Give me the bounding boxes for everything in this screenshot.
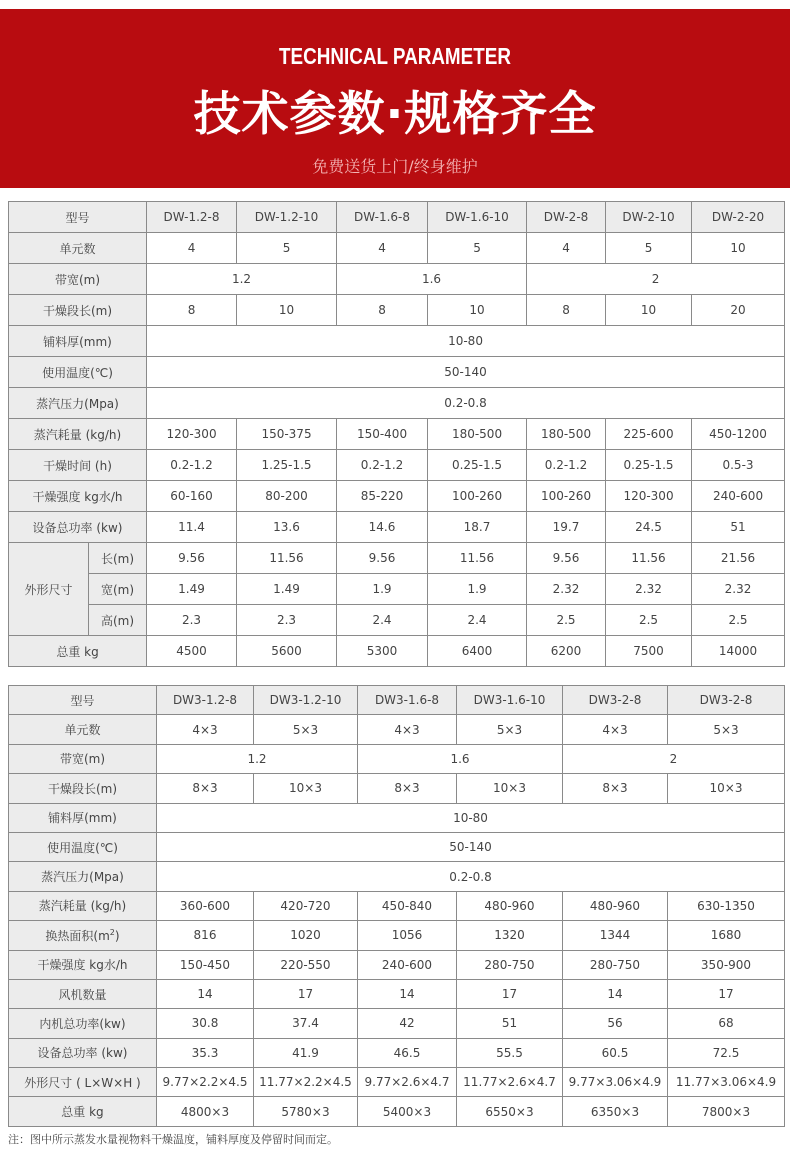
table-row-intensity	[9, 950, 785, 979]
table-cell: 14	[358, 979, 457, 1008]
table-cell: 68	[668, 1009, 785, 1038]
table-cell: 1.9	[428, 574, 527, 605]
table-cell: 9.77×2.2×4.5	[157, 1068, 254, 1097]
table-cell: 4×3	[563, 715, 668, 744]
table-cell: 7800×3	[668, 1097, 785, 1126]
row-label: 外形尺寸 ( L×W×H )	[9, 1068, 157, 1097]
table-row-dry-length	[9, 295, 785, 326]
table-cell: 51	[692, 512, 785, 543]
table-row-dry-length	[9, 774, 785, 803]
table-cell: 10×3	[668, 774, 785, 803]
table-cell: 4	[337, 233, 428, 264]
table-cell: 1.25-1.5	[237, 450, 337, 481]
model-cell: DW3-1.2-8	[157, 686, 254, 715]
table-cell: 2.3	[147, 605, 237, 636]
row-label: 型号	[9, 686, 157, 715]
table-row-width	[9, 574, 785, 605]
table-cell: 5600	[237, 636, 337, 667]
table-cell: 24.5	[606, 512, 692, 543]
table-cell: 9.77×2.6×4.7	[358, 1068, 457, 1097]
table-row-thickness	[9, 803, 785, 832]
table-cell: 816	[157, 921, 254, 950]
model-cell: DW-1.2-10	[237, 202, 337, 233]
model-cell: DW-1.6-10	[428, 202, 527, 233]
table-row-steam-pressure	[9, 862, 785, 891]
table-cell: 1680	[668, 921, 785, 950]
table-cell: 11.77×2.2×4.5	[254, 1068, 358, 1097]
table-cell: 9.56	[147, 543, 237, 574]
table-row-length	[9, 543, 785, 574]
row-label: 使用温度(℃)	[9, 832, 157, 861]
table-cell: 72.5	[668, 1038, 785, 1067]
table-cell: 60-160	[147, 481, 237, 512]
table-row-temp	[9, 357, 785, 388]
table-cell: 55.5	[457, 1038, 563, 1067]
table-cell: 7500	[606, 636, 692, 667]
table-cell: 1.6	[358, 744, 563, 773]
table-row-total-power	[9, 512, 785, 543]
table-cell: 5300	[337, 636, 428, 667]
table-cell: 10	[428, 295, 527, 326]
table-cell: 5	[237, 233, 337, 264]
table-cell: 60.5	[563, 1038, 668, 1067]
table-cell: 85-220	[337, 481, 428, 512]
table-cell: 350-900	[668, 950, 785, 979]
row-label: 干燥段长(m)	[9, 295, 147, 326]
table-cell: 35.3	[157, 1038, 254, 1067]
table-cell: 450-1200	[692, 419, 785, 450]
table-cell: 4×3	[358, 715, 457, 744]
row-sublabel: 长(m)	[89, 543, 147, 574]
table-cell: 480-960	[563, 891, 668, 920]
table-cell: 17	[457, 979, 563, 1008]
row-label: 总重 kg	[9, 1097, 157, 1126]
table-cell: 8	[337, 295, 428, 326]
table-cell: 9.77×3.06×4.9	[563, 1068, 668, 1097]
footnote: 注：图中所示蒸发水量视物料干燥温度，铺料厚度及停留时间而定。	[8, 1133, 338, 1146]
table-cell: 4500	[147, 636, 237, 667]
row-sublabel: 宽(m)	[89, 574, 147, 605]
row-label: 风机数量	[9, 979, 157, 1008]
superscript-two: 2	[109, 927, 115, 937]
table-row-steam-consumption	[9, 891, 785, 920]
table-cell: 11.4	[147, 512, 237, 543]
table-cell: 360-600	[157, 891, 254, 920]
table-row-belt-width	[9, 264, 785, 295]
row-label: 蒸汽耗量 (kg/h)	[9, 891, 157, 920]
table-row-dry-time	[9, 450, 785, 481]
table-cell: 14	[157, 979, 254, 1008]
table-row-units	[9, 715, 785, 744]
table-cell: 5	[428, 233, 527, 264]
table-cell: 5×3	[457, 715, 563, 744]
table-row-heat-area	[9, 921, 785, 950]
table-cell: 4	[147, 233, 237, 264]
table-cell: 150-375	[237, 419, 337, 450]
table-cell: 19.7	[527, 512, 606, 543]
table-cell: 20	[692, 295, 785, 326]
table-row-total-power	[9, 1038, 785, 1067]
table-cell: 280-750	[457, 950, 563, 979]
table-cell: 220-550	[254, 950, 358, 979]
row-sublabel: 高(m)	[89, 605, 147, 636]
table-cell: 2.4	[337, 605, 428, 636]
table-cell: 1.2	[157, 744, 358, 773]
table-cell: 5780×3	[254, 1097, 358, 1126]
table-cell: 2	[563, 744, 785, 773]
table-cell: 18.7	[428, 512, 527, 543]
row-label: 蒸汽耗量 (kg/h)	[9, 419, 147, 450]
table-row-steam-pressure	[9, 388, 785, 419]
table-row-units	[9, 233, 785, 264]
table-cell: 5×3	[668, 715, 785, 744]
banner-chinese-title: 技术参数·规格齐全	[193, 87, 597, 142]
table-row-model	[9, 202, 785, 233]
model-cell: DW-2-8	[527, 202, 606, 233]
table-cell: 1.9	[337, 574, 428, 605]
row-label: 设备总功率 (kw)	[9, 1038, 157, 1067]
table-cell: 630-1350	[668, 891, 785, 920]
table-cell: 1.2	[147, 264, 337, 295]
table-cell: 6200	[527, 636, 606, 667]
table-cell: 150-450	[157, 950, 254, 979]
model-cell: DW3-2-8	[563, 686, 668, 715]
table-cell: 1.6	[337, 264, 527, 295]
row-label: 使用温度(℃)	[9, 357, 147, 388]
table-cell: 11.56	[606, 543, 692, 574]
table-cell: 180-500	[527, 419, 606, 450]
table-cell: 50-140	[157, 832, 785, 861]
table-cell: 13.6	[237, 512, 337, 543]
table-row-internal-power	[9, 1009, 785, 1038]
model-cell: DW3-2-8	[668, 686, 785, 715]
row-label-dimensions: 外形尺寸	[9, 543, 89, 636]
table-cell: 30.8	[157, 1009, 254, 1038]
row-label: 带宽(m)	[9, 264, 147, 295]
row-label: 蒸汽压力(Mpa)	[9, 862, 157, 891]
table-cell: 14.6	[337, 512, 428, 543]
table-row-dimensions	[9, 1068, 785, 1097]
row-label: 干燥时间 (h)	[9, 450, 147, 481]
table-cell: 280-750	[563, 950, 668, 979]
table-cell: 0.2-0.8	[147, 388, 785, 419]
table-cell: 6350×3	[563, 1097, 668, 1126]
row-label: 设备总功率 (kw)	[9, 512, 147, 543]
table-cell: 10-80	[147, 326, 785, 357]
table-cell: 4800×3	[157, 1097, 254, 1126]
table-cell: 5	[606, 233, 692, 264]
table-cell: 2.32	[527, 574, 606, 605]
table-cell: 2	[527, 264, 785, 295]
table-cell: 5400×3	[358, 1097, 457, 1126]
table-cell: 37.4	[254, 1009, 358, 1038]
table-row-weight	[9, 636, 785, 667]
table-cell: 6400	[428, 636, 527, 667]
row-label: 总重 kg	[9, 636, 147, 667]
table-row-height	[9, 605, 785, 636]
table-cell: 0.2-1.2	[527, 450, 606, 481]
table-cell: 10×3	[457, 774, 563, 803]
table-cell: 1.49	[147, 574, 237, 605]
table-cell: 41.9	[254, 1038, 358, 1067]
table-cell: 8×3	[157, 774, 254, 803]
table-cell: 2.5	[527, 605, 606, 636]
table-cell: 100-260	[527, 481, 606, 512]
parameter-table-dw	[8, 201, 785, 667]
table-cell: 1.49	[237, 574, 337, 605]
row-label: 干燥段长(m)	[9, 774, 157, 803]
row-label: 带宽(m)	[9, 744, 157, 773]
table-cell: 2.32	[692, 574, 785, 605]
table-cell: 11.56	[237, 543, 337, 574]
row-label: 型号	[9, 202, 147, 233]
table-cell: 150-400	[337, 419, 428, 450]
table-cell: 5×3	[254, 715, 358, 744]
table-cell: 11.77×2.6×4.7	[457, 1068, 563, 1097]
table-row-thickness	[9, 326, 785, 357]
table-cell: 2.5	[606, 605, 692, 636]
heat-area-label-close: )	[114, 928, 120, 943]
table-row-fans	[9, 979, 785, 1008]
table-cell: 9.56	[337, 543, 428, 574]
table-cell: 21.56	[692, 543, 785, 574]
table-cell: 4	[527, 233, 606, 264]
table-cell: 240-600	[358, 950, 457, 979]
row-label: 干燥强度 kg水/h	[9, 950, 157, 979]
table-cell: 80-200	[237, 481, 337, 512]
row-label: 铺料厚(mm)	[9, 803, 157, 832]
table-cell: 10	[692, 233, 785, 264]
table-cell: 225-600	[606, 419, 692, 450]
table-cell: 0.5-3	[692, 450, 785, 481]
table-cell: 8	[147, 295, 237, 326]
table-cell: 51	[457, 1009, 563, 1038]
table-cell: 2.5	[692, 605, 785, 636]
table-cell: 42	[358, 1009, 457, 1038]
parameter-table-dw3	[8, 685, 785, 1127]
banner-subtitle: 免费送货上门/终身维护	[312, 157, 478, 176]
table-row-steam-consumption	[9, 419, 785, 450]
table-cell: 1344	[563, 921, 668, 950]
table-cell: 2.4	[428, 605, 527, 636]
table-row-model	[9, 686, 785, 715]
model-cell: DW3-1.6-8	[358, 686, 457, 715]
table-cell: 120-300	[147, 419, 237, 450]
heat-area-label: 换热面积(m	[45, 928, 110, 943]
table-cell: 8	[527, 295, 606, 326]
model-cell: DW-1.2-8	[147, 202, 237, 233]
table-cell: 8×3	[358, 774, 457, 803]
table-cell: 9.56	[527, 543, 606, 574]
row-label: 内机总功率(kw)	[9, 1009, 157, 1038]
table-cell: 0.2-0.8	[157, 862, 785, 891]
table-row-weight	[9, 1097, 785, 1126]
table-cell: 1056	[358, 921, 457, 950]
row-label: 蒸汽压力(Mpa)	[9, 388, 147, 419]
model-cell: DW-2-10	[606, 202, 692, 233]
table-row-belt-width	[9, 744, 785, 773]
row-label: 单元数	[9, 715, 157, 744]
table-cell: 6550×3	[457, 1097, 563, 1126]
table-cell: 4×3	[157, 715, 254, 744]
header-banner	[0, 9, 790, 188]
table-cell: 120-300	[606, 481, 692, 512]
table-cell: 8×3	[563, 774, 668, 803]
table-cell: 10-80	[157, 803, 785, 832]
table-row-intensity	[9, 481, 785, 512]
table-cell: 17	[254, 979, 358, 1008]
table-cell: 10	[606, 295, 692, 326]
table-cell: 1320	[457, 921, 563, 950]
table-cell: 0.2-1.2	[147, 450, 237, 481]
table-cell: 11.56	[428, 543, 527, 574]
model-cell: DW3-1.6-10	[457, 686, 563, 715]
table-cell: 100-260	[428, 481, 527, 512]
table-cell: 10×3	[254, 774, 358, 803]
model-cell: DW-2-20	[692, 202, 785, 233]
banner-english-title: TECHNICAL PARAMETER	[279, 43, 511, 69]
table-cell: 420-720	[254, 891, 358, 920]
table-row-temp	[9, 832, 785, 861]
table-cell: 0.25-1.5	[428, 450, 527, 481]
row-label: 铺料厚(mm)	[9, 326, 147, 357]
table-cell: 0.25-1.5	[606, 450, 692, 481]
model-cell: DW3-1.2-10	[254, 686, 358, 715]
table-cell: 56	[563, 1009, 668, 1038]
table-cell: 1020	[254, 921, 358, 950]
table-cell: 2.3	[237, 605, 337, 636]
table-cell: 240-600	[692, 481, 785, 512]
table-cell: 14000	[692, 636, 785, 667]
table-cell: 11.77×3.06×4.9	[668, 1068, 785, 1097]
table-cell: 2.32	[606, 574, 692, 605]
row-label: 单元数	[9, 233, 147, 264]
row-label	[9, 921, 157, 950]
row-label: 干燥强度 kg水/h	[9, 481, 147, 512]
table-cell: 450-840	[358, 891, 457, 920]
table-cell: 10	[237, 295, 337, 326]
table-cell: 50-140	[147, 357, 785, 388]
table-cell: 180-500	[428, 419, 527, 450]
table-cell: 14	[563, 979, 668, 1008]
model-cell: DW-1.6-8	[337, 202, 428, 233]
table-cell: 480-960	[457, 891, 563, 920]
table-cell: 46.5	[358, 1038, 457, 1067]
table-cell: 0.2-1.2	[337, 450, 428, 481]
table-cell: 17	[668, 979, 785, 1008]
